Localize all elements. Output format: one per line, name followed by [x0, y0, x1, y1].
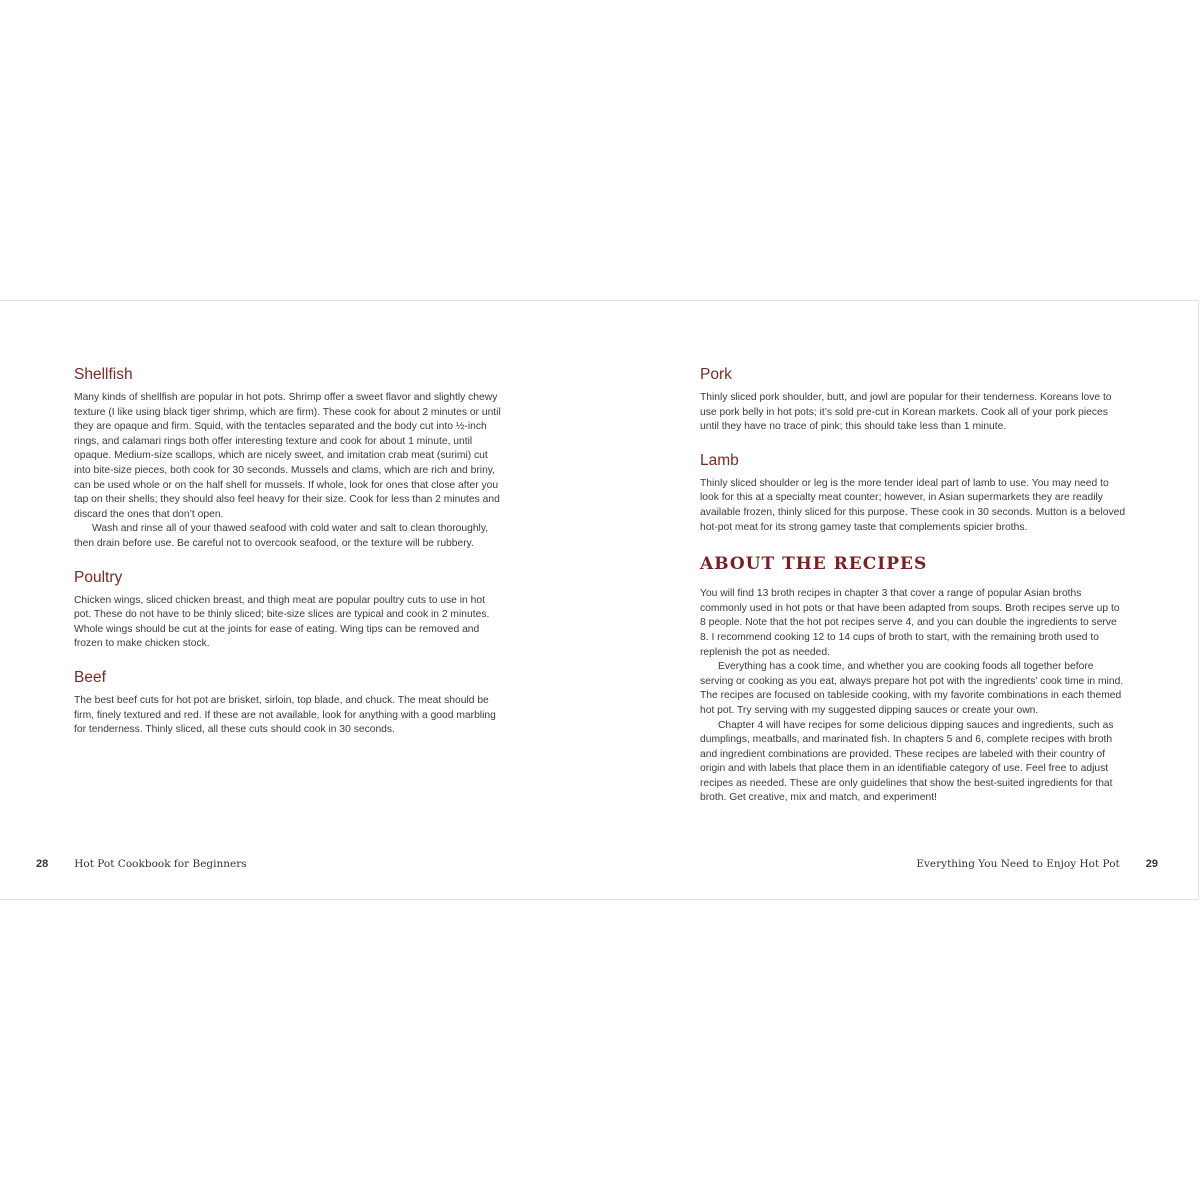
beef-paragraph: The best beef cuts for hot pot are brisket, sirloin, top blade, and chuck. The meat should be firm, finely textured and red. If these are not available, look for anything with a good marbling for tenderness. Thinly sliced, all these cuts should cook in 30 seconds.: [74, 694, 496, 736]
right-text-column: [700, 365, 1126, 806]
right-page: [600, 301, 1198, 899]
about-paragraph-3: Chapter 4 will have recipes for some delicious dipping sauces and ingredients, such as dumplings, meatballs, and marinated fish. In chapters 5 and 6, complete recipes with broth and ingredient combinations are provided. These recipes are labeled with their country of origin and with labels that place them in an identifiable category of use. Feel free to adjust recipes as needed. These are only guidelines that show the best-suited ingredients for that broth. Get creative, mix and match, and experiment!: [700, 719, 1114, 804]
poultry-paragraph: Chicken wings, sliced chicken breast, and thigh meat are popular poultry cuts to use in hot pot. These do not have to be thinly sliced; bite-size slices are typical and cook in 2 minutes. Whole wings should be cut at the joints for ease of eating. Wing tips can be removed and frozen to make chicken stock.: [74, 594, 490, 650]
left-page-number: 28: [36, 858, 49, 870]
shellfish-heading: Shellfish: [74, 366, 133, 383]
left-page: [0, 301, 600, 899]
left-footer: [36, 858, 247, 870]
about-paragraph-2: Everything has a cook time, and whether you are cooking foods all together before serving or cooking as you eat, always prepare hot pot with the ingredients’ cook time in mind. The recipes are focused on tableside cooking, with my favorite combinations in each themed hot pot. Try serving with my suggested dipping sauces or create your own.: [700, 661, 1124, 716]
beef-heading: Beef: [74, 668, 106, 686]
pork-heading: Pork: [700, 366, 732, 383]
shellfish-paragraph-1: Many kinds of shellfish are popular in hot pots. Shrimp offer a sweet flavor and slightly chewy texture (I like using black tiger shrimp, which are firm). These cook for about 2 minutes or until they are opaque and firm. Squid, with the tentacles separated and the body cut into ½-inch rings, and calamari rings both offer interesting texture and cook for about 1 minute, until opaque. Medium-size scallops, which are nicely sweet, and imitation crab meat (surimi) cut into bite-size pieces, both cook for 30 seconds. Mussels and clams, which are rich and briny, can be used whole or on the half shell for mussels. If whole, look for ones that close after you tap on their shells; they should also feel heavy for their size. Cook for less than 2 minutes and discard the ones that don’t open.: [74, 392, 501, 520]
book-spread: [0, 300, 1199, 900]
lamb-heading: Lamb: [700, 451, 739, 469]
about-paragraph-1: You will find 13 broth recipes in chapter 3 that cover a range of popular Asian broths commonly used in hot pots or that have been adapted from soups. Broth recipes serve up to 8 people. Note that the hot pot recipes serve 4, and you can double the ingredients to serve 8. I recommend cooking 12 to 14 cups of broth to start, with the remaining broth used to replenish the pot as needed.: [700, 588, 1120, 658]
right-page-number: 29: [1145, 858, 1158, 870]
left-text-column: [74, 365, 502, 738]
left-running-title: Hot Pot Cookbook for Beginners: [74, 858, 247, 870]
lamb-paragraph: Thinly sliced shoulder or leg is the more tender ideal part of lamb to use. You may need to look for this at a specialty meat counter; however, in Asian supermarkets they are readily available frozen, thinly sliced for this purpose. These cook in 30 seconds. Mutton is a beloved hot-pot meat for its strong gamey taste that complements spicier broths.: [700, 477, 1126, 533]
pork-paragraph: Thinly sliced pork shoulder, butt, and jowl are popular for their tenderness. Koreans love to use pork belly in hot pots; it’s sold pre-cut in Korean markets. Cook all of your pork pieces until they have no trace of pink; this should take less than 1 minute.: [700, 392, 1112, 433]
right-footer: [916, 858, 1158, 870]
shellfish-paragraph-2: Wash and rinse all of your thawed seafood with cold water and salt to clean thoroughly, then drain before use. Be careful not to overcook seafood, or the texture will be rubbery.: [74, 523, 489, 549]
right-running-title: Everything You Need to Enjoy Hot Pot: [916, 858, 1120, 870]
poultry-heading: Poultry: [74, 568, 123, 586]
about-recipes-heading: ABOUT THE RECIPES: [700, 554, 928, 575]
